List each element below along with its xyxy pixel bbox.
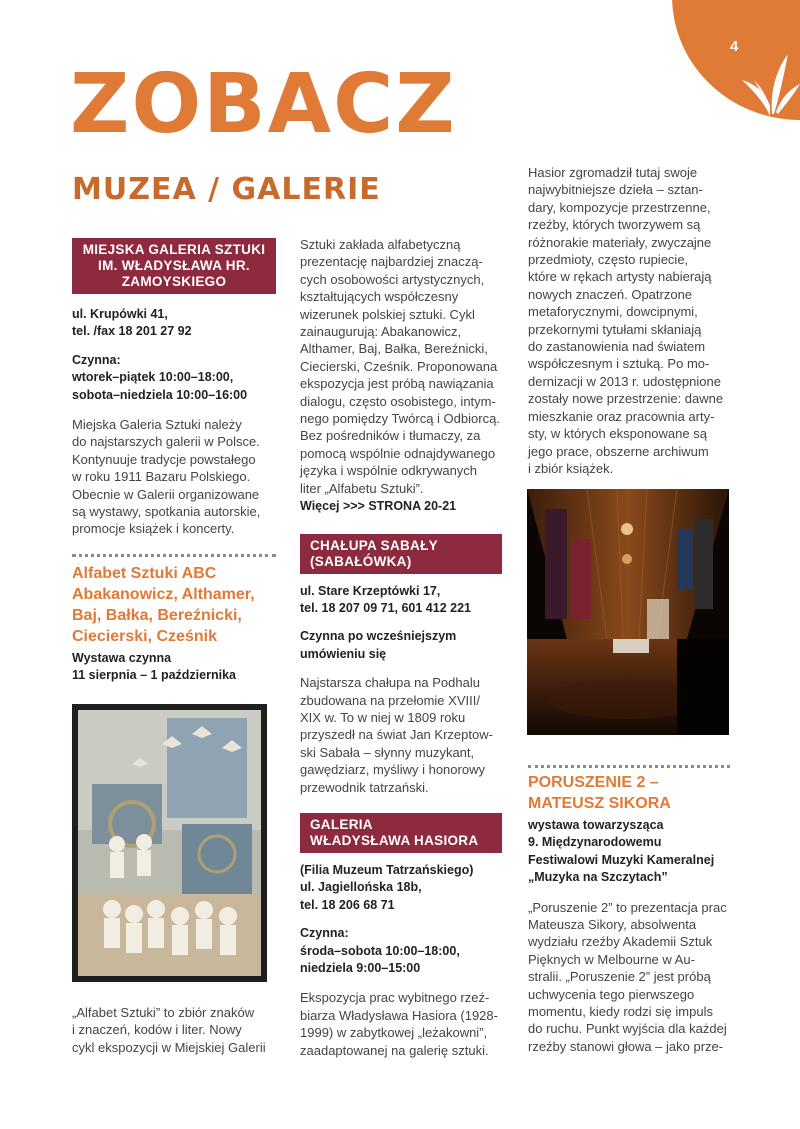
text-line: Althamer, Baj, Bałka, Bereźnicki, xyxy=(300,341,488,357)
gallery-heading-bar xyxy=(72,238,276,294)
exhibit-title-line: Ciecierski, Cześnik xyxy=(72,627,217,645)
text-line: prezentację najbardziej znaczą- xyxy=(300,254,483,270)
text-line: przedmioty, często rupiecie, xyxy=(528,252,689,268)
text-line: „Muzyka na Szczytach” xyxy=(528,870,668,885)
hasior-heading-line: WŁADYSŁAWA HASIORA xyxy=(310,832,479,848)
text-line: cykl ekspozycji w Miejskiej Galerii xyxy=(72,1039,266,1055)
column-1 xyxy=(72,238,276,685)
text-line: języka i wspólnie odkrywanych xyxy=(300,463,478,479)
sikora-section xyxy=(528,772,732,1055)
text-line: ekspozycja jest próbą nawiązania xyxy=(300,376,494,392)
text-line: Hasior zgromadził tutaj swoje xyxy=(528,165,698,180)
text-line: do najstarszych galerii w Polsce. xyxy=(72,434,260,450)
dotted-divider xyxy=(72,554,276,557)
text-line: dialogu, często osobistego, intym- xyxy=(300,393,496,409)
text-line: Festiwalowi Muzyki Kameralnej xyxy=(528,852,715,867)
text-line: Ciecierski, Cześnik. Proponowana xyxy=(300,358,498,374)
gallery-phone: tel. /fax 18 201 27 92 xyxy=(72,324,192,339)
text-line: różnorakie materiały, zwyczajne xyxy=(528,234,712,250)
text-line: które w rękach artysty nabierają xyxy=(528,269,712,285)
text-line: XIX w. To w niej w 1809 roku xyxy=(300,709,466,725)
text-line: nego pomiędzy Twórcą i Odbiorcą. xyxy=(300,411,500,427)
gallery-hours-label: Czynna: xyxy=(72,352,121,367)
text-line: i znaczeń, kodów i liter. Nowy xyxy=(72,1022,242,1038)
text-line: 1999) w zabytkowej „leżakowni”, xyxy=(300,1025,488,1041)
text-line: Sztuki zakłada alfabetyczną xyxy=(300,237,461,252)
text-line: momentu, kiedy rodzi się impuls xyxy=(528,1004,713,1020)
text-line: 9. Międzynarodowemu xyxy=(528,835,662,850)
text-line: zainaugurują: Abakanowicz, xyxy=(300,324,462,340)
painting-caption xyxy=(72,1004,276,1056)
page-number: 4 xyxy=(730,38,739,55)
text-line: Pięknych w Melbourne w Au- xyxy=(528,951,695,967)
text-line: wydziału rzeźby Akademii Sztuk xyxy=(528,934,713,950)
painting-illustration xyxy=(72,704,267,982)
hasior-description-continued xyxy=(528,164,732,477)
text-line: promocje książek i koncerty. xyxy=(72,521,235,537)
text-line: „Alfabet Sztuki” to zbiór znaków xyxy=(72,1005,255,1020)
text-line: pomocą wspólnie odnajdywanego xyxy=(300,445,496,461)
hasior-heading-bar xyxy=(300,813,502,853)
hasior-hours: niedziela 9:00–15:00 xyxy=(300,961,421,975)
text-line: Mateusza Sikory, absolwenta xyxy=(528,917,697,933)
hasior-address: ul. Jagiellońska 18b, xyxy=(300,880,422,895)
text-line: metaforycznymi, dowcipnymi, xyxy=(528,304,698,320)
hasior-affiliation: (Filia Muzeum Tatrzańskiego) xyxy=(300,862,474,877)
page-headline: ZOBACZ xyxy=(70,57,457,152)
text-line: współczesnym i sztuką. Po mo- xyxy=(528,356,710,372)
sabala-heading-line: CHAŁUPA SABAŁY xyxy=(310,537,438,553)
more-link[interactable]: Więcej >>> STRONA 20-21 xyxy=(300,499,457,514)
sabala-phone: tel. 18 207 09 71, 601 412 221 xyxy=(300,600,471,615)
sabala-hours: umówieniu się xyxy=(300,646,387,661)
sikora-title xyxy=(528,772,732,814)
text-line: do zastanowienia nad światem xyxy=(528,339,706,355)
text-line: cych osobowości artystycznych, xyxy=(300,271,485,287)
gallery-heading-line: IM. WŁADYSŁAWA HR. xyxy=(98,258,250,273)
text-line: liter „Alfabetu Sztuki”. xyxy=(300,480,424,496)
hasior-phone: tel. 18 206 68 71 xyxy=(300,897,395,912)
hasior-hours-label: Czynna: xyxy=(300,926,349,941)
gallery-heading-line: MIEJSKA GALERIA SZTUKI xyxy=(82,242,266,257)
text-line: przewodnik tatrzański. xyxy=(300,779,429,795)
text-line: Najstarsza chałupa na Podhalu xyxy=(300,675,480,691)
text-line: „Poruszenie 2” to prezentacja prac xyxy=(528,899,727,915)
sabala-heading-bar xyxy=(300,534,502,574)
sabala-hours: Czynna po wcześniejszym xyxy=(300,629,457,644)
sikora-description xyxy=(528,899,732,1056)
gallery-hours: wtorek–piątek 10:00–18:00, xyxy=(72,370,234,385)
text-line: najwybitniejsze dzieła – sztan- xyxy=(528,182,703,198)
sikora-subtitle xyxy=(528,817,732,887)
sikora-title-line: MATEUSZ SIKORA xyxy=(528,795,671,812)
leaf-sprout-icon xyxy=(740,50,800,120)
text-line: przyszedł na świat Jan Krzeptow- xyxy=(300,727,493,743)
text-line: jego prace, obszerne archiwum xyxy=(528,443,709,459)
section-title: MUZEA / GALERIE xyxy=(72,172,381,207)
exhibit-dates: 11 sierpnia – 1 października xyxy=(72,668,236,683)
text-line: zostały nowe przestrzenie: dawne xyxy=(528,391,724,407)
gallery-heading-line: ZAMOYSKIEGO xyxy=(121,274,227,289)
text-line: Bez pośredników i tłumaczy, za xyxy=(300,428,481,444)
text-line: zaadaptowanej na galerię sztuki. xyxy=(300,1042,489,1058)
text-line: sty, w których eksponowane są xyxy=(528,426,707,442)
gallery-address: ul. Krupówki 41, xyxy=(72,307,168,321)
alfabet-description xyxy=(300,236,502,497)
hasior-heading-line: GALERIA xyxy=(310,816,373,832)
hasior-description xyxy=(300,989,502,1059)
text-line: Ekspozycja prac wybitnego rzeź- xyxy=(300,990,490,1006)
text-line: Miejska Galeria Sztuki należy xyxy=(72,417,242,433)
sabala-address: ul. Stare Krzeptówki 17, xyxy=(300,583,441,598)
text-line: dary, kompozycje przestrzenne, xyxy=(528,199,711,215)
text-line: kształtujących współczesny xyxy=(300,289,459,305)
text-line: Obecnie w Galerii organizowane xyxy=(72,486,260,502)
exhibit-title xyxy=(72,563,276,647)
text-line: nowych znaczeń. Opatrzone xyxy=(528,286,693,302)
text-line: Kontynuuje tradycje powstałego xyxy=(72,451,256,467)
gallery-description xyxy=(72,416,276,538)
text-line: biarza Władysława Hasiora (1928- xyxy=(300,1007,498,1023)
text-line: mieszkanie oraz pracownia arty- xyxy=(528,408,715,424)
text-line: rzeźby, których tworzywem są xyxy=(528,217,701,233)
text-line: do ruchu. Punkt wyjścia dla każdej xyxy=(528,1021,727,1037)
text-line: wizerunek polskiej sztuki. Cykl xyxy=(300,306,475,322)
dotted-divider xyxy=(528,765,730,768)
text-line: wystawa towarzysząca xyxy=(528,818,664,832)
sikora-title-line: PORUSZENIE 2 – xyxy=(528,774,659,791)
alfabet-sztuki-painting xyxy=(72,704,267,982)
text-line: ski Sabała – słynny muzykant, xyxy=(300,744,475,760)
exhibit-dates-label: Wystawa czynna xyxy=(72,650,172,665)
sabala-heading-line: (SABAŁÓWKA) xyxy=(310,553,412,569)
text-line: przekornymi tytułami skłaniają xyxy=(528,321,702,337)
exhibit-title-line: Abakanowicz, Althamer, xyxy=(72,585,255,603)
text-line: zbudowana na przełomie XVIII/ xyxy=(300,692,480,708)
text-line: w roku 1911 Bazaru Polskiego. xyxy=(72,469,251,485)
text-line: są wystawy, spotkania autorskie, xyxy=(72,504,261,520)
column-2 xyxy=(300,236,502,1059)
exhibit-title-line: Baj, Bałka, Bereźnicki, xyxy=(72,606,242,624)
gallery-interior-illustration xyxy=(527,489,729,735)
sabala-description xyxy=(300,674,502,796)
hasior-gallery-photo xyxy=(527,489,729,735)
text-line: rzeźby stanowi głowa – jako prze- xyxy=(528,1038,724,1054)
exhibit-title-line: Alfabet Sztuki ABC xyxy=(72,564,217,582)
text-line: uchwycenia tego pierwszego xyxy=(528,986,695,1002)
text-line: gawędziarz, myśliwy i honorowy xyxy=(300,762,485,778)
gallery-hours: sobota–niedziela 10:00–16:00 xyxy=(72,387,248,402)
hasior-hours: środa–sobota 10:00–18:00, xyxy=(300,943,460,958)
text-line: i zbiór książek. xyxy=(528,460,614,476)
text-line: stralii. „Poruszenie 2” jest próbą xyxy=(528,969,711,985)
text-line: dernizacji w 2013 r. udostępnione xyxy=(528,373,721,389)
